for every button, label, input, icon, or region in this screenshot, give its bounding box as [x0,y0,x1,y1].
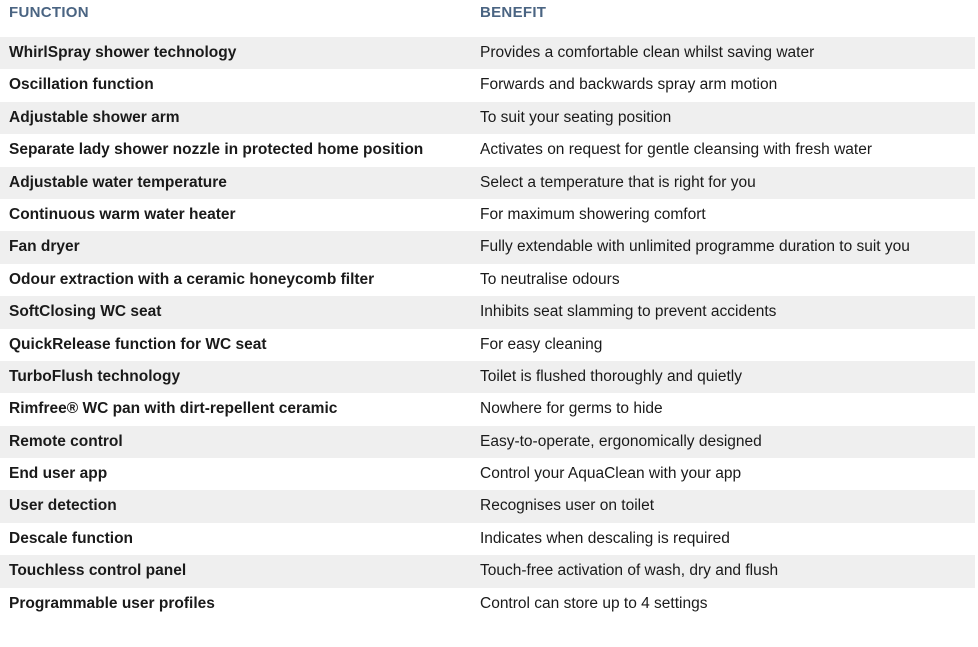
table-header [0,0,975,37]
table-row [0,393,975,425]
table-row [0,102,975,134]
table-row [0,167,975,199]
benefit-cell: Inhibits seat slamming to prevent accidents [480,303,777,321]
benefit-cell: Easy-to-operate, ergonomically designed [480,432,762,450]
benefit-cell: For maximum showering comfort [480,205,706,223]
benefit-cell: Provides a comfortable clean whilst saving water [480,44,815,61]
function-cell: End user app [9,465,108,483]
function-cell: WhirlSpray shower technology [9,44,237,61]
function-cell: Programmable user profiles [9,594,215,612]
function-cell: TurboFlush technology [9,367,181,385]
header-function: FUNCTION [9,4,89,21]
function-cell: Touchless control panel [9,562,187,580]
table-row [0,69,975,101]
table-row [0,264,975,296]
benefit-cell: Control can store up to 4 settings [480,594,708,612]
function-cell: Continuous warm water heater [9,205,236,223]
benefit-cell: To suit your seating position [480,108,672,126]
table-row [0,458,975,490]
table-row [0,134,975,166]
table-row [0,490,975,522]
benefit-cell: Activates on request for gentle cleansing with fresh water [480,141,873,159]
function-cell: Oscillation function [9,76,154,94]
function-cell: Separate lady shower nozzle in protected home position [9,141,424,159]
header-benefit: BENEFIT [480,4,547,21]
benefit-cell: Toilet is flushed thoroughly and quietly [480,367,742,385]
table-row [0,361,975,393]
table-row [0,588,975,620]
table-row [0,523,975,555]
function-cell: QuickRelease function for WC seat [9,335,267,353]
table-row [0,37,975,69]
function-cell: Remote control [9,432,123,450]
benefit-cell: Recognises user on toilet [480,497,655,515]
benefit-cell: Control your AquaClean with your app [480,465,742,483]
function-cell: Descale function [9,529,134,547]
table-row [0,329,975,361]
function-cell: User detection [9,497,117,515]
table-row [0,199,975,231]
table-row [0,231,975,263]
function-cell: SoftClosing WC seat [9,303,162,321]
function-cell: Fan dryer [9,238,80,256]
benefit-cell: Touch-free activation of wash, dry and flush [480,562,779,580]
function-cell: Rimfree® WC pan with dirt-repellent ceramic [9,400,338,418]
benefit-cell: Select a temperature that is right for you [480,173,756,191]
table-row [0,426,975,458]
table-row [0,296,975,328]
benefit-cell: For easy cleaning [480,335,603,353]
function-cell: Odour extraction with a ceramic honeycomb filter [9,270,375,288]
benefit-cell: To neutralise odours [480,270,620,288]
benefit-cell: Nowhere for germs to hide [480,400,663,418]
benefit-cell: Forwards and backwards spray arm motion [480,76,778,94]
function-cell: Adjustable shower arm [9,108,180,126]
table-row [0,555,975,587]
feature-table [0,37,975,620]
benefit-cell: Fully extendable with unlimited programme duration to suit you [480,238,910,256]
function-cell: Adjustable water temperature [9,173,227,191]
benefit-cell: Indicates when descaling is required [480,529,730,547]
